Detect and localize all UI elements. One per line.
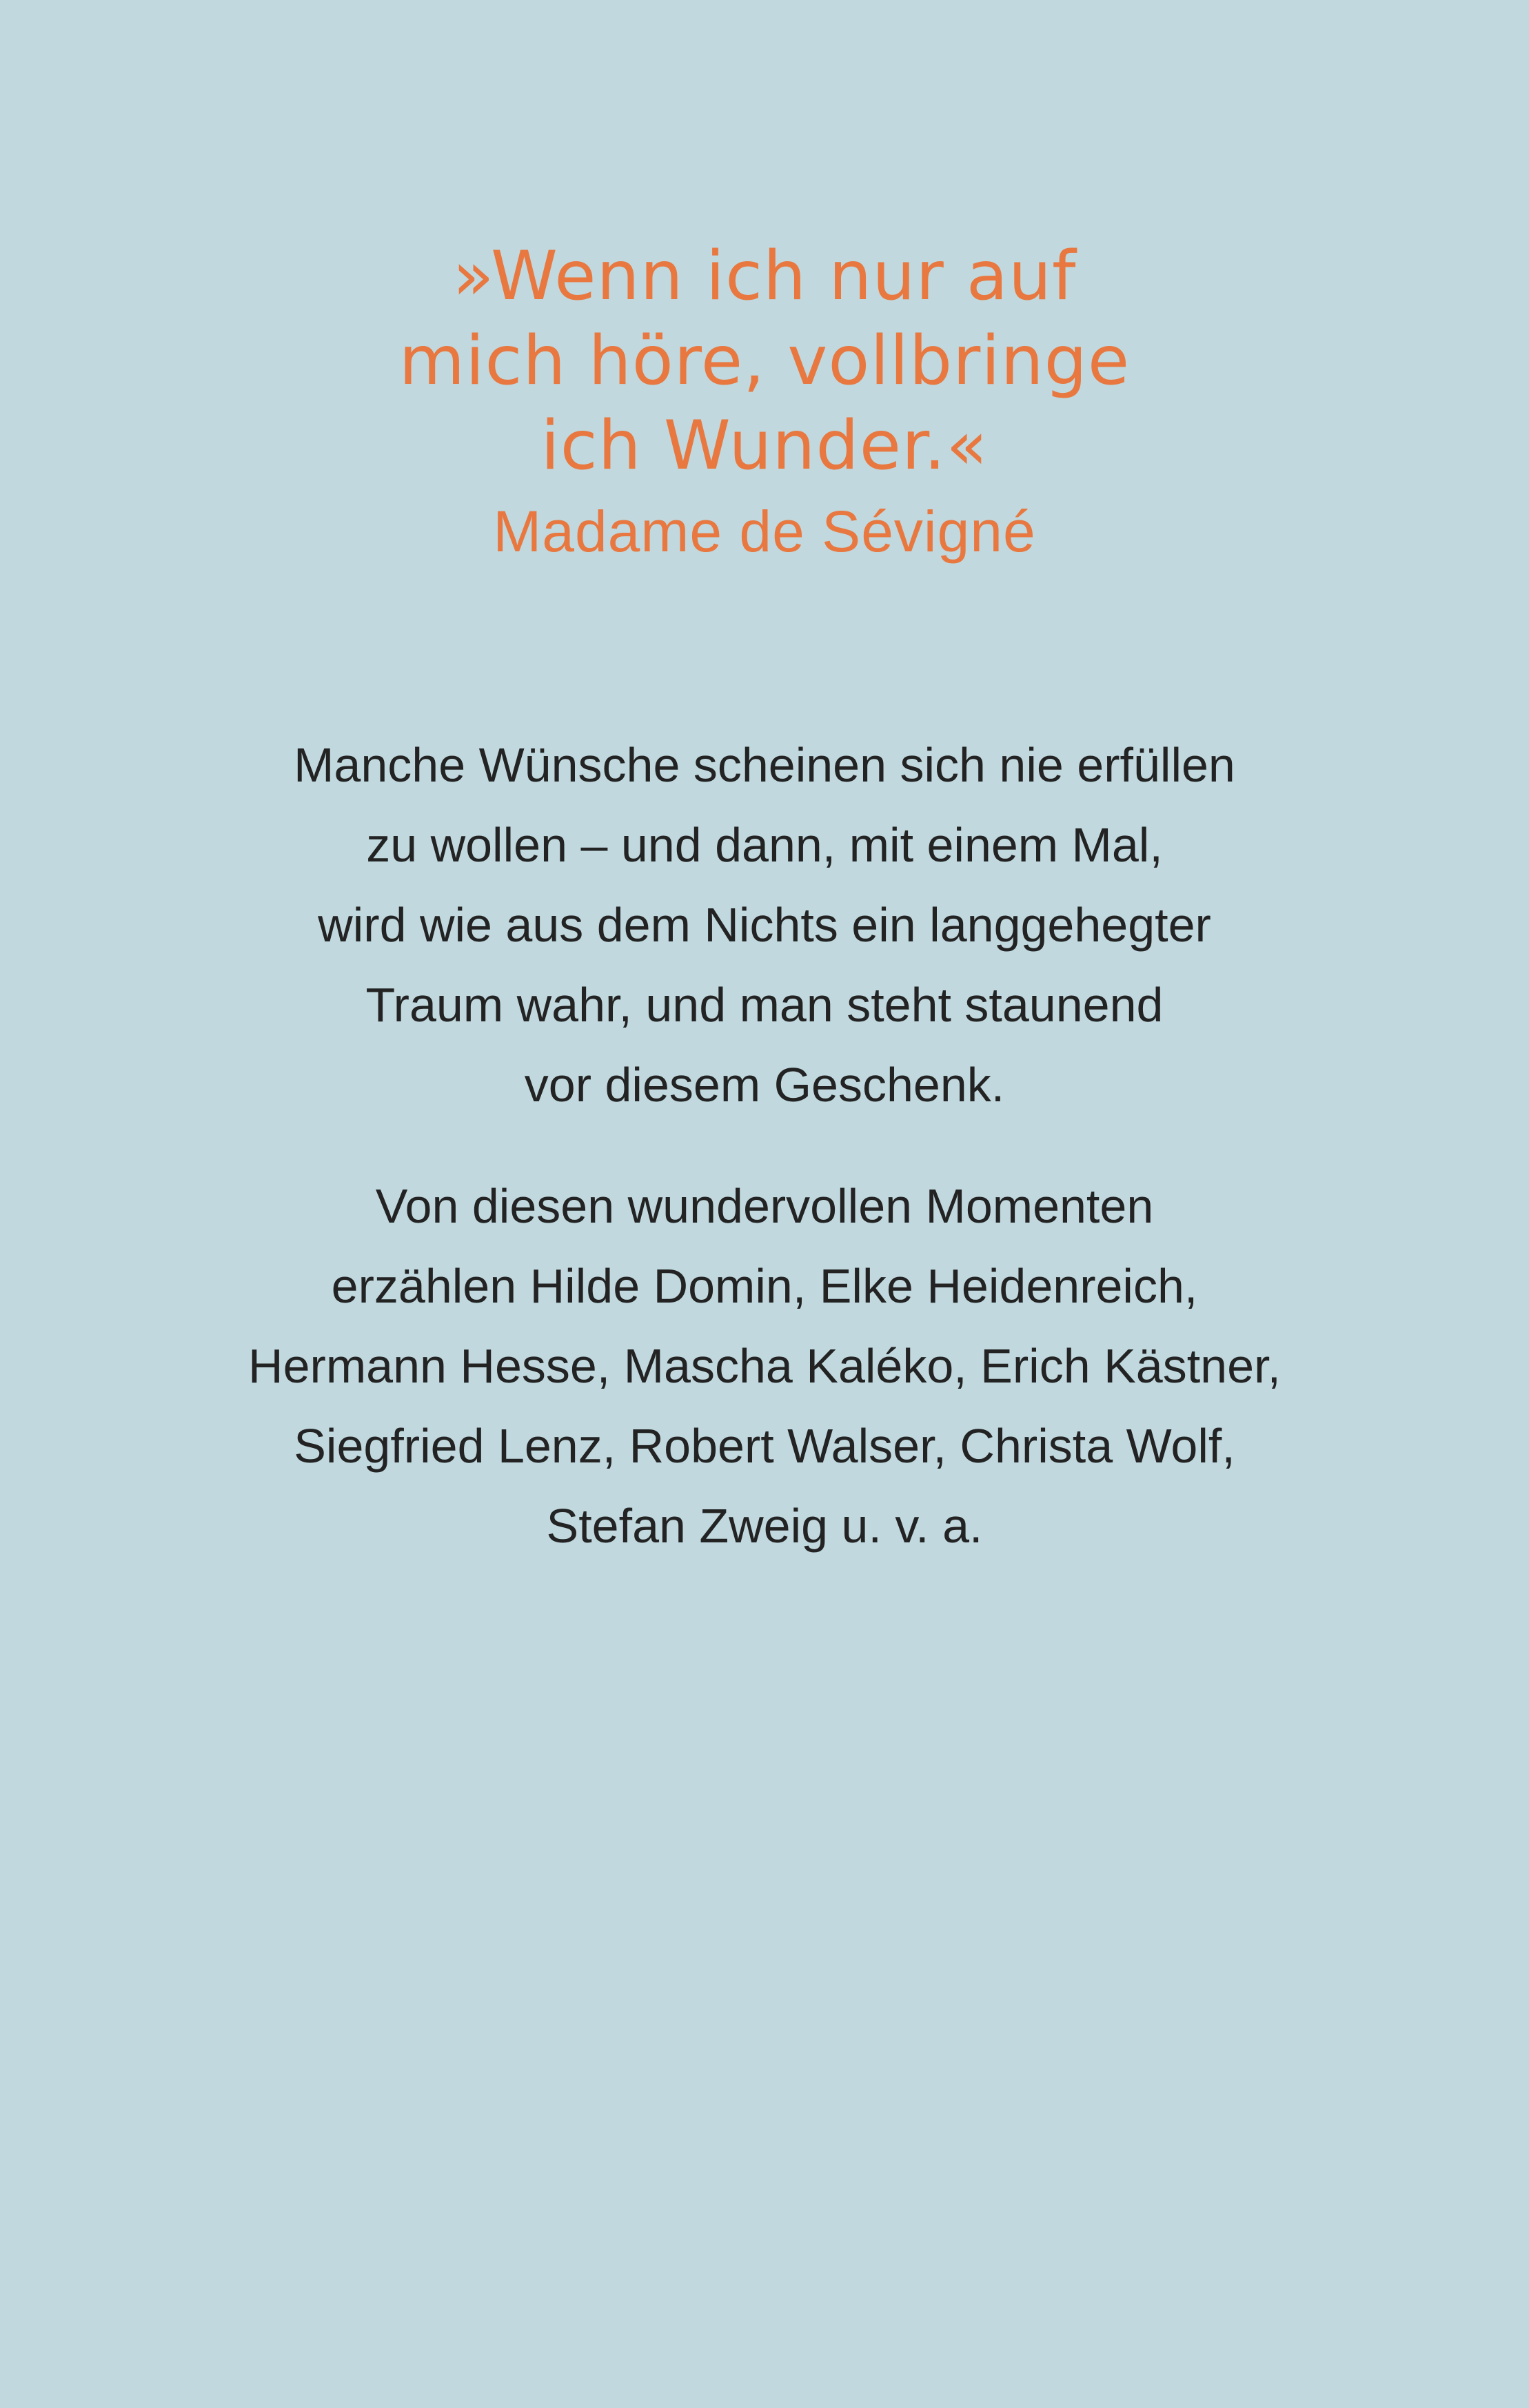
blurb-line: Von diesen wundervollen Momenten [375,1179,1154,1233]
quote-line: ich Wunder.« [540,407,989,485]
blurb-line: wird wie aus dem Nichts ein langgehegter [318,898,1211,952]
blurb-line: Hermann Hesse, Mascha Kaléko, Erich Kästner, [248,1339,1281,1393]
blurb-line: Traum wahr, und man steht staunend [365,978,1164,1032]
blurb-line: Siegfried Lenz, Robert Walser, Christa Wolf, [294,1419,1235,1473]
quote-block [0,234,1529,566]
blurb-line: Stefan Zweig u. v. a. [546,1499,983,1553]
quote-line: »Wenn ich nur auf [452,237,1077,316]
blurb-line: Manche Wünsche scheinen sich nie erfüllen [294,738,1235,792]
blurb-line: zu wollen – und dann, mit einem Mal, [366,818,1163,872]
blurb-paragraph-1 [0,725,1529,1125]
blurb-line: vor diesem Geschenk. [524,1058,1005,1112]
quote-author: Madame de Sévigné [493,499,1036,564]
blurb-line: erzählen Hilde Domin, Elke Heidenreich, [331,1259,1198,1313]
quote-line: mich höre, vollbringe [398,322,1131,400]
blurb-paragraph-2 [0,1166,1529,1566]
